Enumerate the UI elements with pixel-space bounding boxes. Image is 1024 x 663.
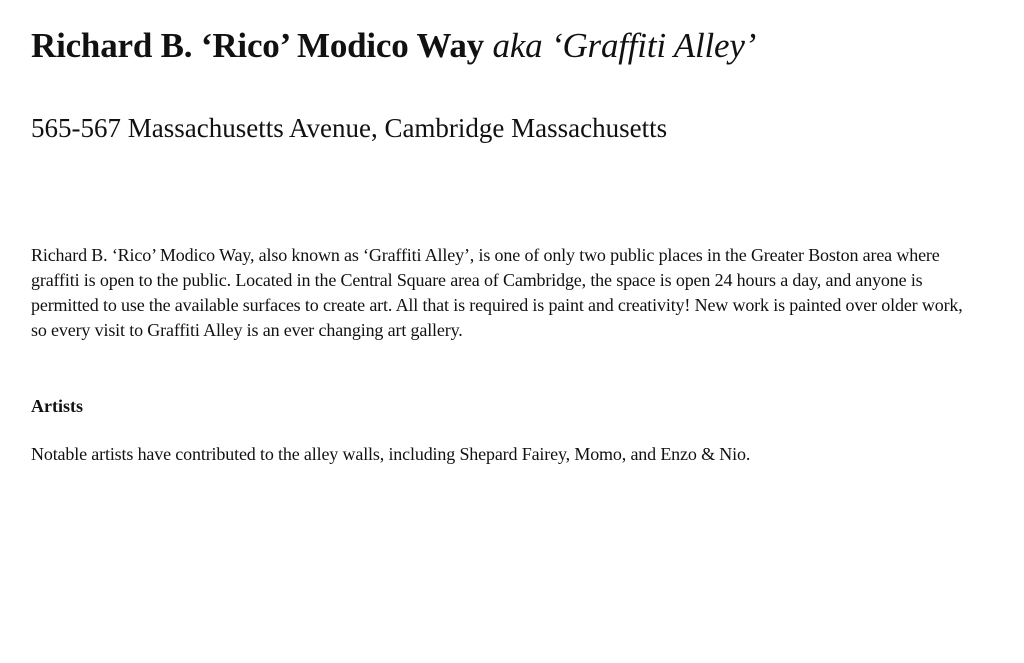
address-subtitle: 565-567 Massachusetts Avenue, Cambridge Massachusetts	[31, 113, 668, 143]
page-title-main: Richard B. ‘Rico’ Modico Way	[31, 26, 484, 65]
page-title-aka: aka ‘Graffiti Alley’	[492, 26, 757, 65]
artists-paragraph: Notable artists have contributed to the alley walls, including Shepard Fairey, Momo, and Enzo & Nio.	[31, 444, 751, 464]
artists-heading: Artists	[31, 396, 83, 416]
description-paragraph: Richard B. ‘Rico’ Modico Way, also known as ‘Graffiti Alley’, is one of only two public places in the Greater Boston area where graffiti is open to the public. Located in the Central Square area of Cambridge, the space is open 24 hours a day, and anyone is permitted to use the available surfaces to create art. All that is required is paint and creativity! New work is painted over older work, so every visit to Graffiti Alley is an ever changing art gallery.	[31, 245, 963, 340]
page-title	[31, 24, 756, 68]
